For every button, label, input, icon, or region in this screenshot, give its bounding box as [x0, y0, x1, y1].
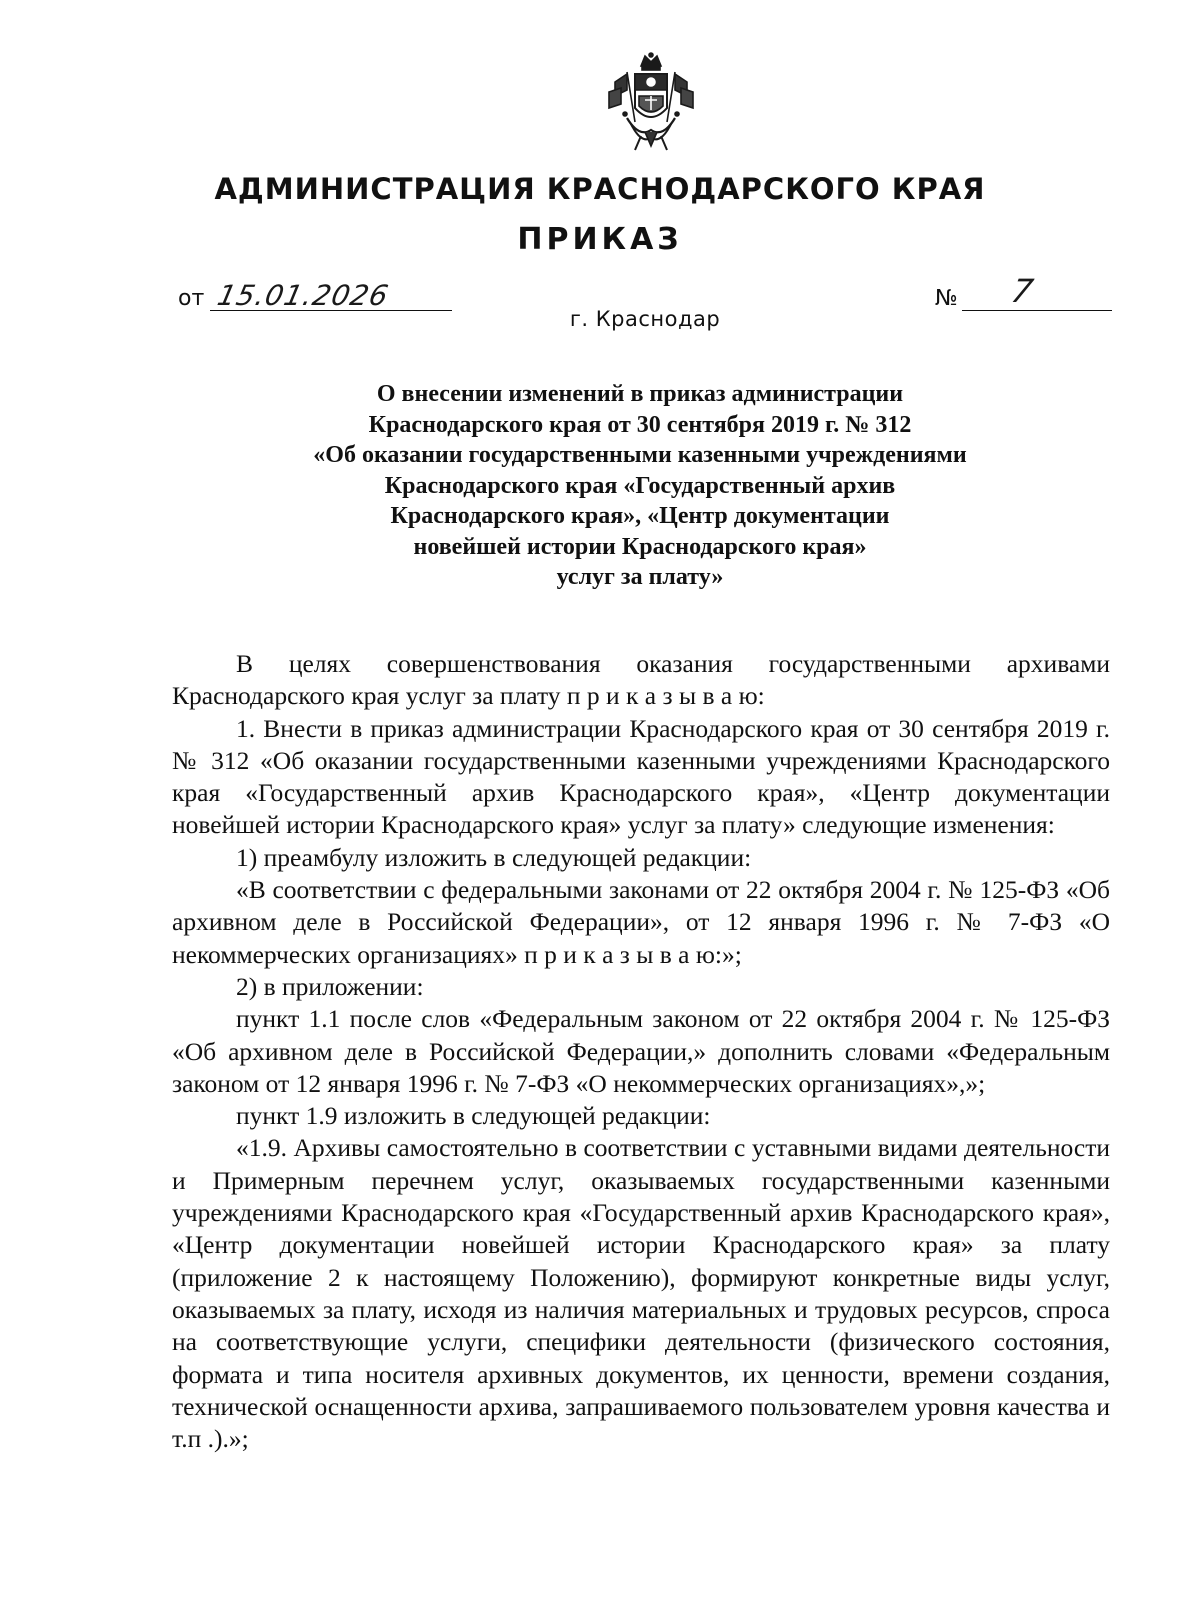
paragraph: 1. Внести в приказ администрации Краснодарского края от 30 сентября 2019 г. № 312 «Об оказании государственными казенными учреждениями Краснодарского края «Государственный архив Краснодарского края», «Центр документации новейшей истории Краснодарского края» услуг за плату» следующие изменения: — [172, 713, 1110, 840]
document-type-title: ПРИКАЗ — [517, 222, 683, 257]
paragraph: «В соответствии с федеральными законами от 22 октября 2004 г. № 125-ФЗ «Об архивном деле в Российской Федерации», от 12 января 1996 г. № 7-ФЗ «О некоммерческих организациях» п р и к а з ы в а ю:»; — [172, 875, 1110, 969]
paragraph: В целях совершенствования оказания государственными архивами Краснодарского края услуг за плату п р и к а з ы в а ю: — [172, 649, 1110, 711]
coat-of-arms-icon — [605, 52, 697, 152]
city-name: г. Краснодар — [569, 307, 721, 331]
paragraph: пункт 1.1 после слов «Федеральным законом от 22 октября 2004 г. № 125-ФЗ «Об архивном деле в Российской Федерации,» дополнить словами «Федеральным законом от 12 января 1996 г. № 7-ФЗ «О некоммерческих организациях»,»; — [172, 1004, 1110, 1098]
order-subject — [150, 379, 1130, 593]
paragraph: 1) преамбулу изложить в следующей редакции: — [236, 842, 752, 872]
subject-line: Краснодарского края «Государственный архив — [384, 472, 896, 499]
organization-title: АДМИНИСТРАЦИЯ КРАСНОДАРСКОГО КРАЯ — [214, 172, 986, 206]
subject-line: новейшей истории Краснодарского края» — [413, 533, 867, 560]
subject-line: услуг за плату» — [556, 564, 724, 590]
subject-line: «Об оказании государственными казенными учреждениями — [313, 442, 967, 468]
handwritten-date: 15.01.2026 — [214, 279, 393, 312]
subject-line: Краснодарского края от 30 сентября 2019 г. № 312 — [368, 411, 912, 438]
paragraph: пункт 1.9 изложить в следующей редакции: — [236, 1101, 711, 1131]
subject-line: Краснодарского края», «Центр документации — [390, 503, 890, 529]
subject-line: О внесении изменений в приказ администрации — [376, 381, 904, 407]
paragraph: 2) в приложении: — [236, 971, 424, 1001]
paragraph: «1.9. Архивы самостоятельно в соответствии с уставными видами деятельности и Примерным перечнем услуг, оказываемых государственными казенными учреждениями Краснодарского края «Государственный архив Краснодарского края», «Центр документации новейшей истории Краснодарского края» за плату (приложение 2 к настоящему Положению), формируют конкретные виды услуг, оказываемых за плату, исходя из наличия материальных и трудовых ресурсов, спроса на соответствующие услуги, специфики деятельности (физического состояния, формата и типа носителя архивных документов, их ценности, времени создания, технической оснащенности архива, запрашиваемого пользователем уровня качества и т.п .).»; — [172, 1133, 1110, 1454]
handwritten-number: 7 — [1007, 272, 1038, 310]
number-prefix: № — [935, 286, 958, 311]
date-prefix: от — [178, 286, 205, 311]
order-body — [172, 648, 1110, 1455]
